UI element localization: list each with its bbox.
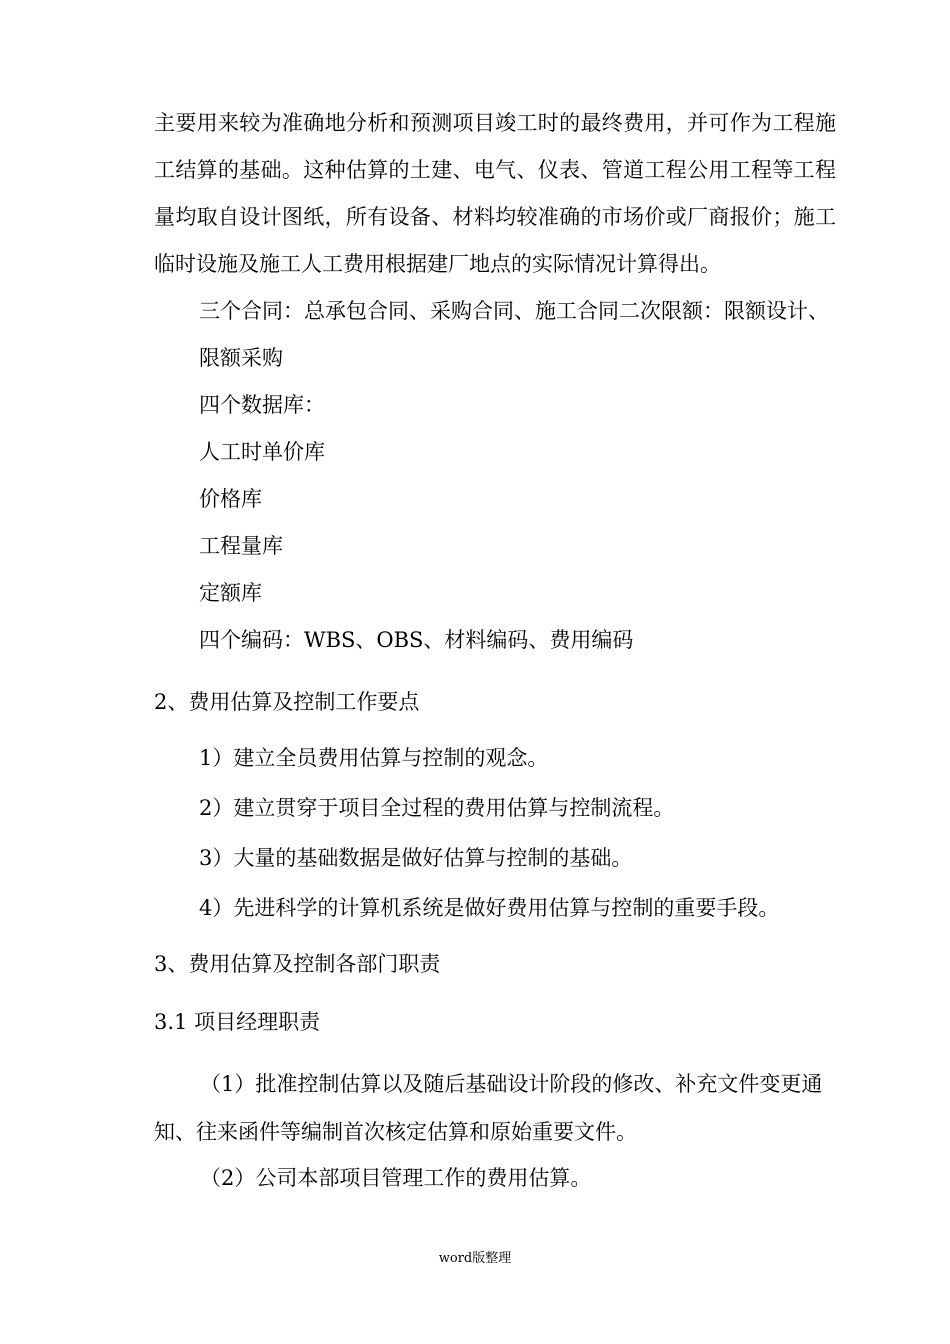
database-item: 人工时单价库 bbox=[199, 440, 325, 464]
list-item: 2）建立贯穿于项目全过程的费用估算与控制流程。 bbox=[199, 796, 675, 820]
paragraph-line: 知、往来函件等编制首次核定估算和原始重要文件。 bbox=[154, 1120, 637, 1144]
section-heading: 3、费用估算及控制各部门职责 bbox=[154, 952, 441, 976]
section-heading: 2、费用估算及控制工作要点 bbox=[154, 690, 420, 714]
databases-heading: 四个数据库： bbox=[199, 393, 325, 417]
database-item: 工程量库 bbox=[199, 534, 283, 558]
database-item: 定额库 bbox=[199, 581, 262, 605]
intro-line: 工结算的基础。这种估算的土建、电气、仪表、管道工程公用工程等工程 bbox=[154, 158, 836, 182]
page-footer: word版整理 bbox=[438, 1251, 512, 1266]
codes-line: 四个编码：WBS、OBS、材料编码、费用编码 bbox=[199, 628, 634, 652]
subsection-heading: 3.1 项目经理职责 bbox=[154, 1010, 321, 1034]
intro-line: 临时设施及施工人工费用根据建厂地点的实际情况计算得出。 bbox=[154, 252, 721, 276]
paragraph-line: （2）公司本部项目管理工作的费用估算。 bbox=[200, 1166, 592, 1190]
list-item: 3）大量的基础数据是做好估算与控制的基础。 bbox=[199, 846, 633, 870]
paragraph-line: （1）批准控制估算以及随后基础设计阶段的修改、补充文件变更通 bbox=[200, 1072, 823, 1096]
database-item: 价格库 bbox=[199, 487, 262, 511]
intro-line: 量均取自设计图纸，所有设备、材料均较准确的市场价或厂商报价；施工 bbox=[154, 205, 836, 229]
list-item: 1）建立全员费用估算与控制的观念。 bbox=[199, 746, 549, 770]
list-item: 4）先进科学的计算机系统是做好费用估算与控制的重要手段。 bbox=[199, 896, 780, 920]
contracts-line: 三个合同：总承包合同、采购合同、施工合同二次限额：限额设计、 bbox=[199, 299, 829, 323]
intro-line: 主要用来较为准确地分析和预测项目竣工时的最终费用，并可作为工程施 bbox=[154, 111, 836, 135]
contracts-line: 限额采购 bbox=[199, 346, 283, 370]
